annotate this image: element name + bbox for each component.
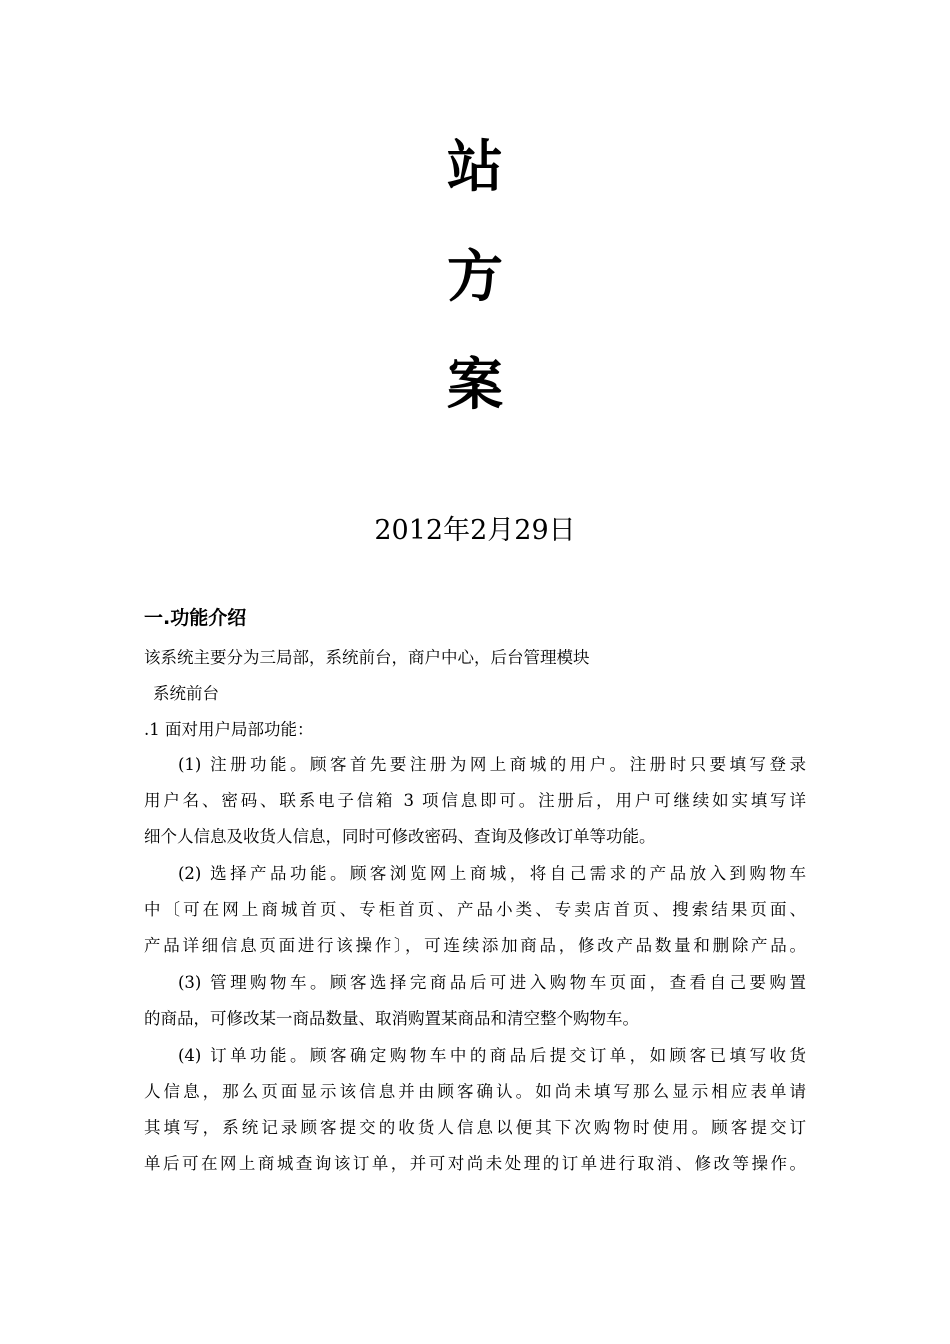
paragraph-line: 中〔可在网上商城首页、专柜首页、产品小类、专卖店首页、搜索结果页面、 — [144, 900, 806, 919]
paragraph-line: 单后可在网上商城查询该订单，并可对尚未处理的订单进行取消、修改等操作。 — [144, 1154, 806, 1173]
paragraph-line: (3) 管理购物车。顾客选择完商品后可进入购物车页面，查看自己要购置 — [178, 973, 806, 992]
title-char-1: 站 — [447, 135, 503, 200]
sub-item-heading: .1 面对用户局部功能： — [144, 720, 314, 739]
paragraph-line: 人信息，那么页面显示该信息并由顾客确认。如尚未填写那么显示相应表单请 — [144, 1082, 806, 1101]
paragraph-line: (1) 注册功能。顾客首先要注册为网上商城的用户。注册时只要填写登录 — [178, 755, 806, 774]
document-date: 2012年2月29日 — [374, 515, 576, 546]
paragraph-line: 其填写，系统记录顾客提交的收货人信息以便其下次购物时使用。顾客提交订 — [144, 1118, 806, 1137]
paragraph-line: 产品详细信息页面进行该操作〕，可连续添加商品，修改产品数量和删除产品。 — [144, 936, 806, 955]
title-char-3: 案 — [447, 353, 503, 418]
section-heading: 一.功能介绍 — [144, 607, 247, 629]
section-intro: 该系统主要分为三局部，系统前台，商户中心，后台管理模块 — [144, 648, 590, 667]
title-char-2: 方 — [447, 245, 503, 310]
paragraph-line: (2) 选择产品功能。顾客浏览网上商城，将自己需求的产品放入到购物车 — [178, 864, 806, 883]
paragraph-line: 的商品，可修改某一商品数量、取消购置某商品和清空整个购物车。 — [144, 1009, 639, 1028]
paragraph-line: 细个人信息及收货人信息，同时可修改密码、查询及修改订单等功能。 — [144, 827, 656, 846]
paragraph-line: (4) 订单功能。顾客确定购物车中的商品后提交订单，如顾客已填写收货 — [178, 1046, 806, 1065]
paragraph-line: 用户名、密码、联系电子信箱 3 项信息即可。注册后，用户可继续如实填写详 — [144, 791, 806, 810]
subsection-heading: 系统前台 — [153, 684, 219, 703]
